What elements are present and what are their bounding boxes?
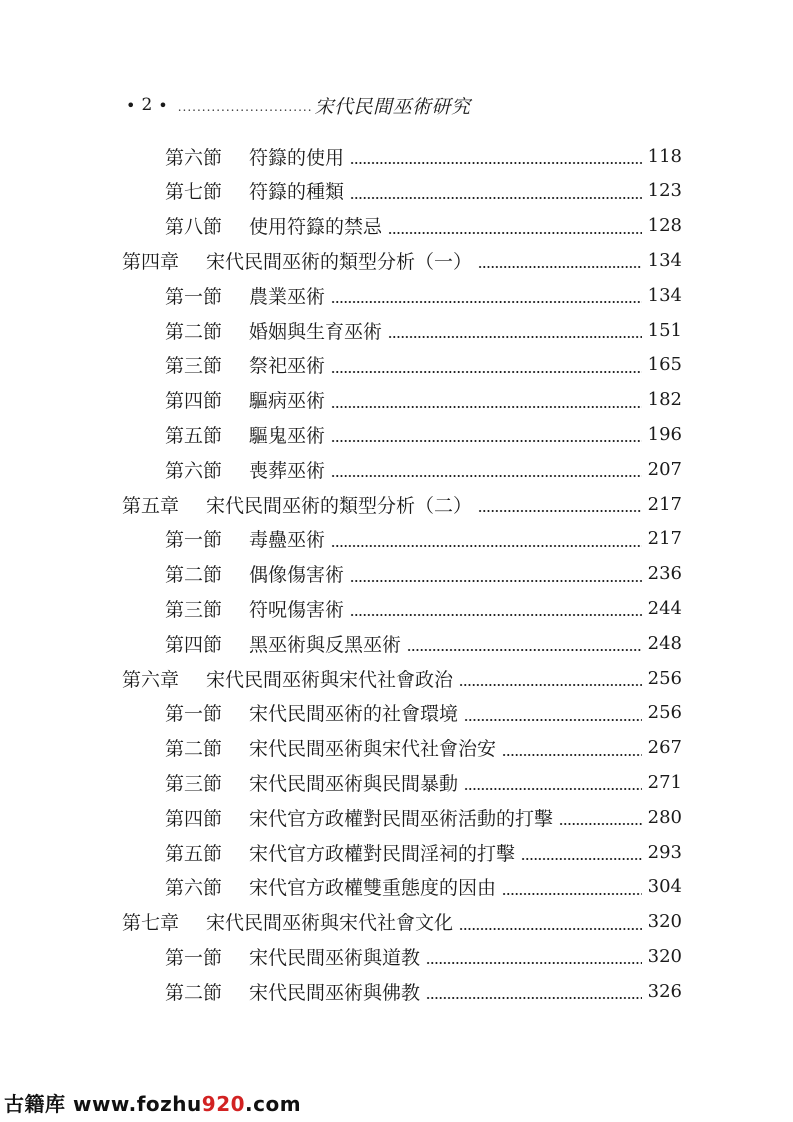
toc-entry-page: 182: [647, 389, 682, 411]
toc-section-row: [165, 765, 682, 799]
toc-entry-page: 304: [647, 876, 682, 898]
toc-dot-leader: [350, 579, 642, 583]
toc-entry-page: 128: [647, 215, 682, 237]
toc-entry-title: 農業巫術: [249, 285, 326, 308]
toc-entry-page: 320: [647, 945, 682, 967]
toc-section-row: [165, 278, 682, 312]
toc-dot-leader: [464, 718, 642, 722]
toc-entry-page: 320: [647, 911, 682, 933]
toc-entry-page: 244: [647, 597, 682, 619]
toc-dot-leader: [350, 613, 642, 617]
toc-chapter-row: [122, 487, 682, 521]
toc-entry-title: 驅鬼巫術: [249, 424, 326, 447]
toc-entry-title: 宋代民間巫術的類型分析（二）: [206, 494, 473, 517]
toc-section-row: [165, 452, 682, 486]
header-leader: ............................: [177, 100, 313, 114]
toc-section-row: [165, 557, 682, 591]
toc-dot-leader: [426, 961, 642, 965]
header-book-title: 宋代民間巫術研究: [314, 95, 471, 118]
toc-entry-label: 第四節: [165, 390, 223, 413]
toc-entry-title: 宋代民間巫術與宋代社會文化: [206, 912, 454, 935]
toc-dot-leader: [478, 509, 642, 513]
toc-entry-page: 217: [647, 528, 682, 550]
toc-dot-leader: [331, 474, 642, 478]
toc-section-row: [165, 974, 682, 1008]
toc-entry-page: 293: [647, 841, 682, 863]
toc-entry-title: 宋代民間巫術與宋代社會治安: [249, 738, 497, 761]
toc-section-row: [165, 835, 682, 869]
toc-entry-title: 喪葬巫術: [249, 459, 326, 482]
toc-dot-leader: [426, 996, 642, 1000]
toc-section-row: [165, 139, 682, 173]
toc-dot-leader: [559, 822, 642, 826]
toc-entry-title: 毒蠱巫術: [249, 529, 326, 552]
toc-entry-label: 第一節: [165, 285, 223, 308]
toc-section-row: [165, 383, 682, 417]
toc-entry-label: 第七節: [165, 181, 223, 204]
toc-entry-page: 118: [647, 145, 682, 167]
watermark-url-number: 920: [201, 1092, 246, 1116]
toc-entry-label: 第八節: [165, 216, 223, 239]
toc-section-row: [165, 209, 682, 243]
toc-dot-leader: [502, 753, 642, 757]
watermark-url-prefix: www.fozhu: [72, 1092, 202, 1116]
toc-dot-leader: [331, 300, 642, 304]
watermark-url: [73, 1092, 301, 1116]
toc-entry-label: 第六節: [165, 877, 223, 900]
toc-dot-leader: [478, 265, 642, 269]
toc-entry-page: 326: [647, 980, 682, 1002]
toc-entry-page: 165: [647, 354, 682, 376]
toc-entry-title: 宋代官方政權雙重態度的因由: [249, 877, 497, 900]
toc-entry-label: 第五節: [165, 424, 223, 447]
toc-section-row: [165, 800, 682, 834]
toc-dot-leader: [350, 196, 642, 200]
toc-entry-label: 第四章: [122, 250, 180, 273]
toc-entry-title: 偶像傷害術: [249, 564, 345, 587]
header-bullet-left: •: [126, 95, 136, 115]
toc-section-row: [165, 348, 682, 382]
toc-dot-leader: [502, 892, 642, 896]
toc-section-row: [165, 522, 682, 556]
toc-dot-leader: [331, 405, 642, 409]
toc-entry-title: 宋代民間巫術與宋代社會政治: [206, 668, 454, 691]
toc-section-row: [165, 591, 682, 625]
toc-entry-label: 第三節: [165, 772, 223, 795]
toc-dot-leader: [331, 370, 642, 374]
toc-entry-title: 符籙的種類: [249, 181, 345, 204]
toc-dot-leader: [459, 683, 642, 687]
toc-entry-label: 第三節: [165, 598, 223, 621]
toc-entry-page: 207: [647, 458, 682, 480]
toc-section-row: [165, 939, 682, 973]
header-page-number: 2: [141, 95, 153, 115]
toc-entry-title: 祭祀巫術: [249, 355, 326, 378]
watermark-site-name: 古籍库: [4, 1092, 66, 1116]
site-watermark: [4, 1088, 301, 1117]
toc-dot-leader: [464, 787, 642, 791]
toc-section-row: [165, 313, 682, 347]
toc-entry-label: 第二節: [165, 981, 223, 1004]
toc-entry-page: 236: [647, 563, 682, 585]
toc-dot-leader: [350, 161, 642, 165]
toc-entry-label: 第六章: [122, 668, 180, 691]
toc-entry-label: 第五章: [122, 494, 180, 517]
toc-chapter-row: [122, 905, 682, 939]
toc-dot-leader: [407, 648, 642, 652]
toc-entry-title: 宋代民間巫術與佛教: [249, 981, 421, 1004]
toc-entry-page: 280: [647, 806, 682, 828]
toc-entry-label: 第一節: [165, 946, 223, 969]
toc-entry-label: 第二節: [165, 320, 223, 343]
toc-entry-label: 第六節: [165, 146, 223, 169]
toc-entry-page: 256: [647, 667, 682, 689]
toc-dot-leader: [388, 231, 642, 235]
toc-entry-label: 第六節: [165, 459, 223, 482]
toc-entry-label: 第二節: [165, 738, 223, 761]
running-header: [120, 93, 580, 117]
toc-entry-label: 第一節: [165, 529, 223, 552]
toc-section-row: [165, 870, 682, 904]
toc-entry-title: 使用符籙的禁忌: [249, 216, 383, 239]
toc-entry-page: 217: [647, 493, 682, 515]
toc-entry-page: 267: [647, 737, 682, 759]
toc-section-row: [165, 626, 682, 660]
toc-entry-title: 黑巫術與反黑巫術: [249, 633, 402, 656]
toc-entry-title: 宋代民間巫術與道教: [249, 946, 421, 969]
toc-entry-title: 宋代官方政權對民間巫術活動的打擊: [249, 807, 554, 830]
toc-section-row: [165, 696, 682, 730]
toc-dot-leader: [459, 927, 642, 931]
watermark-url-suffix: .com: [245, 1092, 302, 1116]
toc-dot-leader: [388, 335, 642, 339]
toc-entry-label: 第五節: [165, 842, 223, 865]
toc-entry-page: 134: [647, 284, 682, 306]
toc-chapter-row: [122, 661, 682, 695]
toc-entry-page: 123: [647, 180, 682, 202]
toc-section-row: [165, 417, 682, 451]
toc-entry-label: 第七章: [122, 912, 180, 935]
toc-chapter-row: [122, 243, 682, 277]
toc-entry-title: 宋代官方政權對民間淫祠的打擊: [249, 842, 516, 865]
toc-entry-page: 134: [647, 249, 682, 271]
toc-dot-leader: [331, 544, 642, 548]
toc-dot-leader: [521, 857, 642, 861]
toc-entry-title: 驅病巫術: [249, 390, 326, 413]
toc-entry-page: 151: [647, 319, 682, 341]
toc-entry-label: 第四節: [165, 807, 223, 830]
toc-section-row: [165, 731, 682, 765]
toc-entry-title: 宋代民間巫術的社會環境: [249, 703, 459, 726]
toc-entry-title: 宋代民間巫術與民間暴動: [249, 772, 459, 795]
toc-entry-title: 符籙的使用: [249, 146, 345, 169]
toc-entry-title: 符呪傷害術: [249, 598, 345, 621]
toc-entry-page: 248: [647, 632, 682, 654]
header-bullet-right: •: [158, 95, 168, 115]
toc-entry-label: 第一節: [165, 703, 223, 726]
toc-entry-label: 第二節: [165, 564, 223, 587]
toc-section-row: [165, 174, 682, 208]
toc-dot-leader: [331, 439, 642, 443]
toc-entry-title: 宋代民間巫術的類型分析（一）: [206, 250, 473, 273]
toc-entry-title: 婚姻與生育巫術: [249, 320, 383, 343]
toc-entry-page: 196: [647, 423, 682, 445]
toc-entry-label: 第三節: [165, 355, 223, 378]
toc-entry-page: 256: [647, 702, 682, 724]
toc-entry-label: 第四節: [165, 633, 223, 656]
toc-entry-page: 271: [647, 771, 682, 793]
